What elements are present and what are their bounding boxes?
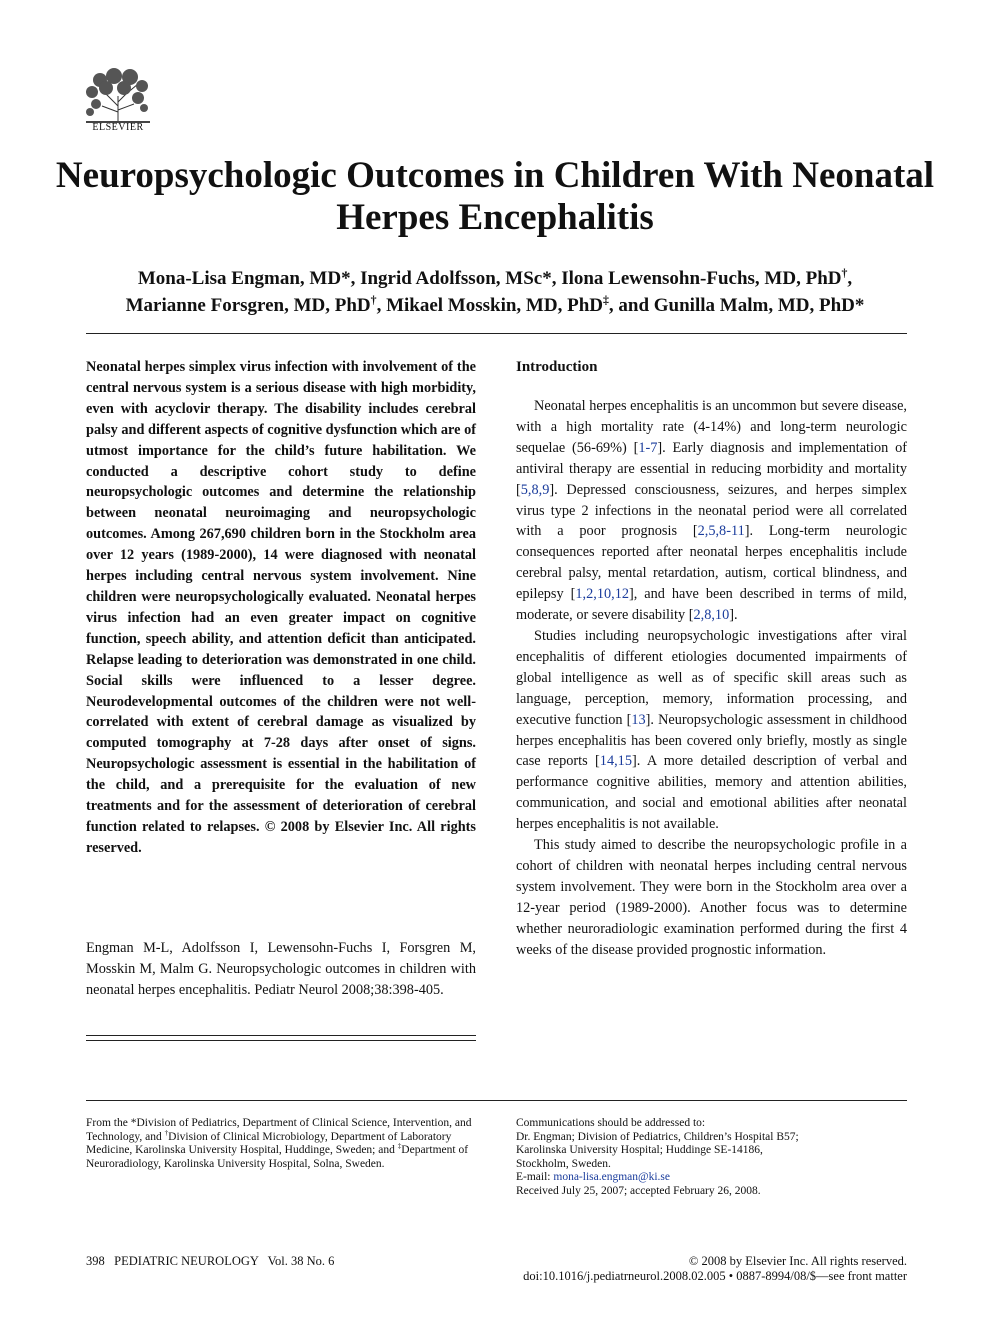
text-run: ]. Depressed consciousness, seizures, and herpes simplex virus type 2 infections in the neonatal period were all correlated with a poor prognosis [ — [516, 481, 907, 540]
authors-line-2: Marianne Forsgren, MD, PhD — [125, 295, 371, 316]
reference-link[interactable]: 14,15 — [599, 753, 632, 770]
intro-paragraph-1 — [516, 396, 907, 626]
correspondence-line: Karolinska University Hospital; Huddinge SE-14186, — [516, 1144, 763, 1156]
intro-paragraph-2 — [516, 626, 907, 835]
affiliation-mark: † — [164, 1128, 169, 1137]
authors-line-1: Mona-Lisa Engman, MD*, Ingrid Adolfsson, MSc*, Ilona Lewensohn-Fuchs, MD, PhD — [137, 268, 842, 289]
abstract-text: Neonatal herpes simplex virus infection with involvement of the central nervous system is a serious disease with high morbidity, even with acyclovir therapy. The disability includes cerebral palsy and different aspects of cognitive dysfunction which are of utmost importance for the child’s future habilitation. We conducted a descriptive cohort study to define neuropsychologic outcomes and determine the relationship between neonatal neuroimaging and neuropsychologic outcomes. Among 267,690 children born in the Stockholm area over 12 years (1989-2000), 14 were diagnosed with neonatal herpes including central nervous system involvement. Nine children were neuropsychologically evaluated. Neonatal herpes virus infection had an even greater impact on cognitive function, speech ability, and attention deficit than anticipated. Relapse leading to deterioration was demonstrated in one child. Social skills were influenced to a lesser degree. Neurodevelopmental outcomes of the children were not well-correlated with extent of cerebral damage as visualized by computed tomography at 7-28 days after onset of signs. Neuropsychologic assessment is essential in the habilitation of the child, and a prerequisite for the evaluation of new treatments and for the assessment of deterioration of cerebral function related to relapses. © 2008 by Elsevier Inc. All rights reserved. — [86, 359, 476, 856]
authors-comma: , — [847, 268, 853, 289]
text-run: Studies including neuropsychologic investigations after viral encephalitis of different etiologies documented impairments of global intelligence as well as of specific skill areas such as language, perception, memory, information processing, and executive function [ — [516, 627, 907, 728]
correspondence — [516, 1117, 907, 1198]
authors-line-2b: , Mikael Mosskin, MD, PhD — [376, 295, 603, 316]
email-link[interactable]: mona-lisa.engman@ki.se — [553, 1171, 670, 1183]
journal-footer: 398 PEDIATRIC NEUROLOGY Vol. 38 No. 6 — [86, 1254, 335, 1268]
affiliation-mark: ‡ — [397, 1142, 402, 1151]
reference-link[interactable]: 1-7 — [638, 439, 658, 456]
text-run: ], and have been described in terms of mild, moderate, or severe disability [ — [516, 586, 907, 624]
footnote-divider — [86, 1100, 907, 1101]
text-run: ]. Neuropsychologic assessment in childhood herpes encephalitis has been covered only briefly, mostly as single case reports [ — [516, 711, 907, 770]
copyright-footer — [523, 1254, 907, 1284]
text-run: ]. A more detailed description of verbal and performance cognitive abilities, memory and attention abilities, communication, and social and emotional abilities after neonatal herpes encephalitis is not available. — [516, 753, 908, 833]
email-label: E-mail: — [516, 1171, 554, 1183]
correspondence-line: Communications should be addressed to: — [516, 1117, 706, 1129]
section-heading-introduction: Introduction — [516, 359, 598, 375]
article-title: Neuropsychologic Outcomes in Children With Neonatal Herpes Encephalitis — [55, 155, 935, 238]
author-list — [40, 265, 950, 319]
title-divider — [86, 333, 907, 334]
left-column — [86, 357, 476, 998]
reference-link[interactable]: 2,8,10 — [693, 607, 730, 624]
publisher-name: ELSEVIER — [92, 122, 144, 133]
correspondence-line: Dr. Engman; Division of Pediatrics, Children’s Hospital B57; — [516, 1130, 799, 1143]
author-mark: † — [370, 293, 377, 307]
author-mark: ‡ — [603, 293, 609, 307]
text-run: Division of Clinical Microbiology, Department of Laboratory Medicine, Karolinska University Hospital, Huddinge, Sweden; and — [86, 1130, 452, 1156]
citation-rule-top — [86, 1035, 476, 1036]
reference-link[interactable]: 1,2,10,12 — [575, 586, 629, 603]
copyright-line: © 2008 by Elsevier Inc. All rights reserved. — [688, 1254, 907, 1268]
text-run: ]. Early diagnosis and implementation of antiviral therapy are essential in reducing morbidity and mortality [ — [516, 439, 907, 498]
correspondence-line: Stockholm, Sweden. — [516, 1157, 611, 1170]
citation-text: Engman M-L, Adolfsson I, Lewensohn-Fuchs I, Forsgren M, Mosskin M, Malm G. Neuropsychologic outcomes in children with neonatal herpes encephalitis. Pediatr Neurol 2008;38:398-405. — [86, 940, 476, 998]
authors-line-2c: , and Gunilla Malm, MD, PhD* — [608, 295, 865, 316]
reference-link[interactable]: 2,5,8-11 — [697, 523, 745, 540]
right-column — [516, 357, 907, 960]
text-run: ]. Long-term neurologic consequences reported after neonatal herpes encephalitis include cerebral palsy, mental retardation, autism, cortical blindness, and epilepsy [ — [516, 523, 907, 603]
intro-paragraph-3: This study aimed to describe the neuropsychologic profile in a cohort of children with neonatal herpes including central nervous system involvement. They were born in the Stockholm area over a 12-year period (1989-2000). Another focus was to determine whether neuroradiologic examination performed during the first 4 weeks of the disease provided prognostic information. — [516, 837, 907, 958]
received-dates: Received July 25, 2007; accepted February 26, 2008. — [516, 1184, 761, 1197]
affiliations — [86, 1117, 481, 1171]
reference-link[interactable]: 13 — [631, 711, 646, 728]
citation-rule-bottom — [86, 1040, 476, 1041]
text-run: Neonatal herpes encephalitis is an uncommon but severe disease, with a high mortality rate (4-14%) and long-term neurologic sequelae (56-69%) [ — [516, 398, 907, 456]
text-run: ]. — [729, 607, 738, 624]
reference-link[interactable]: 5,8,9 — [520, 481, 550, 498]
text-run: From the *Division of Pediatrics, Department of Clinical Science, Intervention, and Technology, and — [86, 1117, 472, 1143]
text-run: Department of Neuroradiology, Karolinska University Hospital, Solna, Sweden. — [86, 1144, 469, 1170]
author-mark: † — [841, 266, 848, 280]
doi-line: doi:10.1016/j.pediatrneurol.2008.02.005 • 0887-8994/08/$—see front matter — [523, 1269, 907, 1283]
